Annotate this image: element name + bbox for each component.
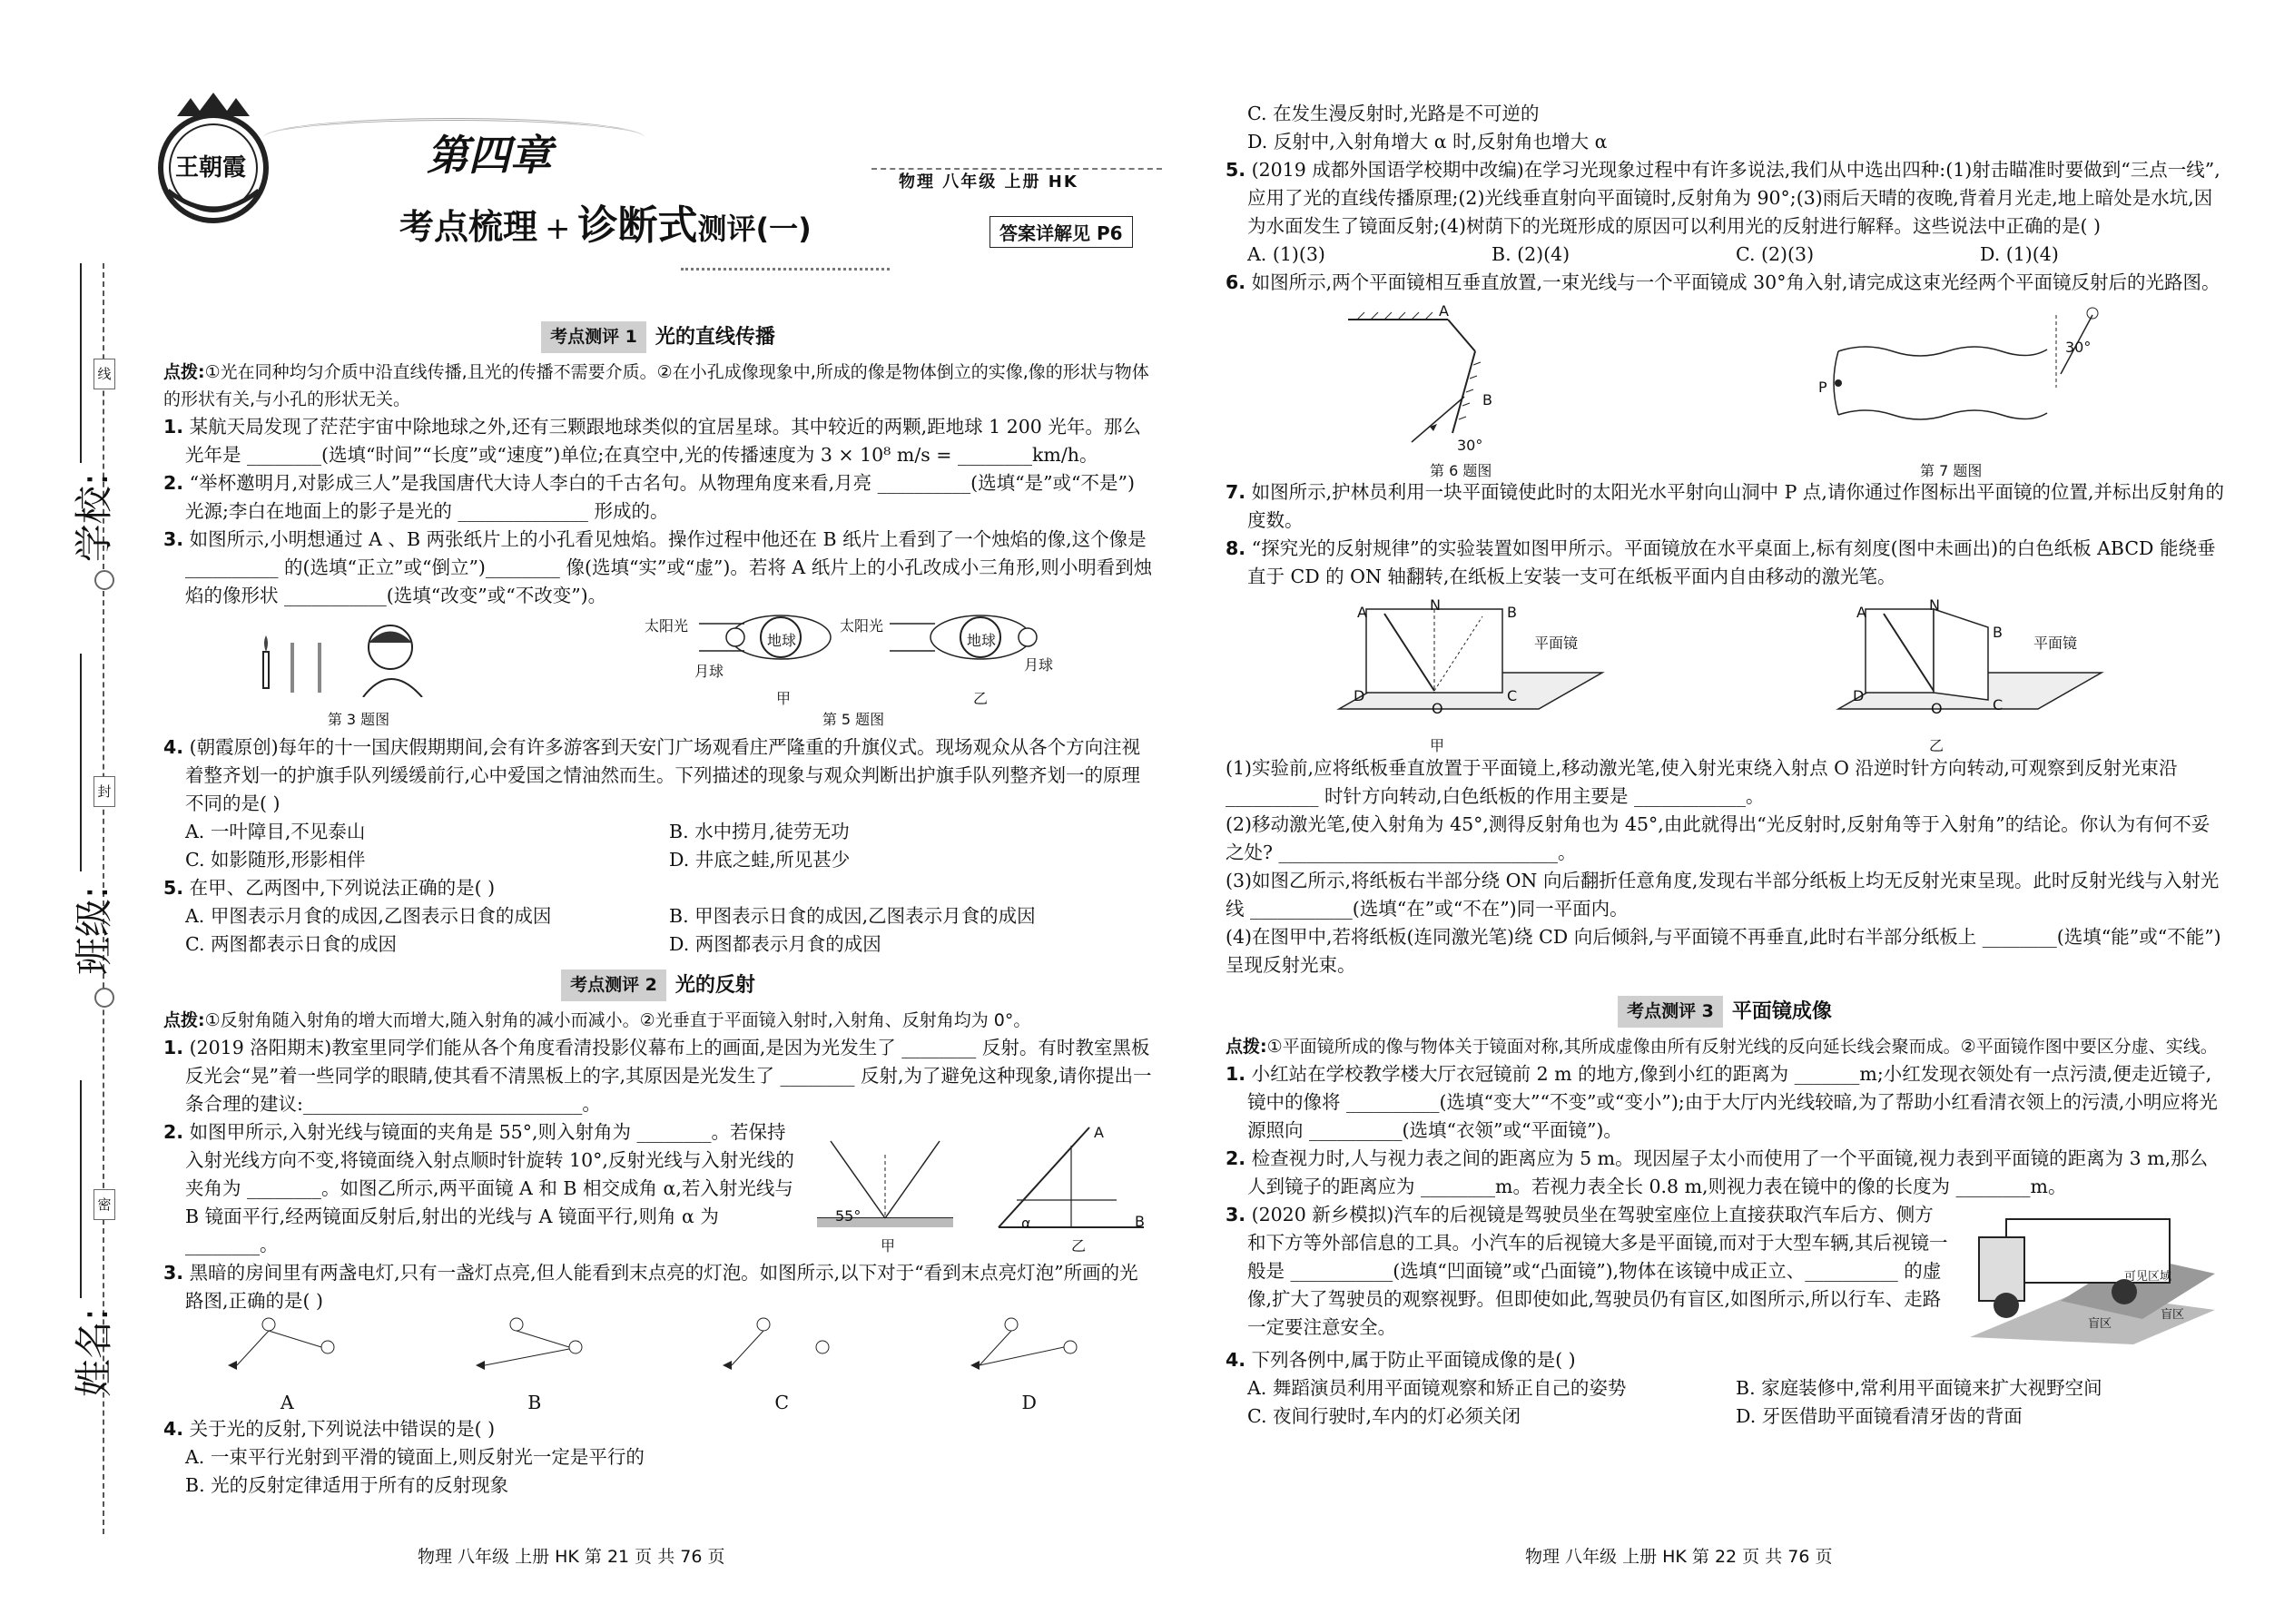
question-2-4-option-c[interactable]: C. 在发生漫反射时,光路是不可逆的 [1247, 103, 1540, 124]
fig5-earth-a: 地球 [767, 632, 797, 649]
option-b[interactable]: B. 家庭装修中,常利用平面镜来扩大视野空间 [1736, 1377, 2102, 1399]
figures-3-5 [163, 615, 1153, 733]
question-1-5 [163, 874, 1153, 902]
option-label: B [527, 1392, 542, 1413]
question-1-2 [163, 469, 1153, 526]
question-text: 某航天局发现了茫茫宇宙中除地球之外,还有三颗跟地球类似的宜居星球。其中较近的两颗,距地球 1 200 光年。那么光年是 ________(选填“时间”“长度”或“速度”)单位;在真空中,光的传播速度为 3 × 10⁸ m/s = ________km/h。 [185, 416, 1141, 466]
right-column [1226, 100, 2224, 1431]
option-label: C [774, 1392, 790, 1413]
name-blank[interactable] [80, 1080, 82, 1298]
name-label: 姓名: [72, 1307, 117, 1398]
left-column [163, 310, 1153, 1500]
question-text: 检查视力时,人与视力表之间的距离应为 5 m。现因屋子太小而使用了一个平面镜,视力表到平面镜的距离为 3 m,那么人到镜子的距离应为 ________m。若视力表全长 0.8 m,则视力表在镜中的像的长度为 ________m。 [1247, 1147, 2209, 1197]
option-c[interactable]: C. 如影随形,形影相伴 [185, 849, 366, 871]
fig22-angle: 55° [835, 1207, 861, 1225]
fig5-label-b: 乙 [973, 690, 989, 707]
subject-meta: 物理 八年级 上册 HK [899, 172, 1078, 192]
fig6-label-b: B [1482, 391, 1492, 408]
hint-label: 点拨: [163, 1010, 205, 1030]
option-b[interactable]: B. (2)(4) [1492, 243, 1570, 265]
class-label: 班级: [72, 885, 117, 976]
question-3-4-options [1226, 1374, 2224, 1431]
question-text: 黑暗的房间里有两盏电灯,只有一盏灯点亮,但人能看到末点亮的灯泡。如图所示,以下对于“看到末点亮灯泡”所画的光路图,正确的是( ) [185, 1262, 1138, 1312]
question-2-4-option-a[interactable]: A. 一束平行光射到平滑的镜面上,则反射光一定是平行的 [185, 1446, 645, 1468]
fig7-angle: 30° [2065, 339, 2092, 356]
footer-left: 物理 八年级 上册 HK 第 21 页 共 76 页 [418, 1547, 725, 1567]
question-2-4-option-d[interactable]: D. 反射中,入射角增大 α 时,反射角也增大 α [1247, 131, 1608, 153]
option-label: A [280, 1392, 294, 1413]
question-1-4 [163, 733, 1153, 818]
title-part-c: 测评(一) [697, 212, 812, 246]
question-1-3 [163, 526, 1153, 610]
fig8b-O: O [1931, 700, 1943, 717]
figure-5 [645, 601, 1062, 733]
option-a[interactable]: A. 一叶障目,不见泰山 [185, 821, 366, 842]
hint-3 [1226, 1033, 2224, 1060]
section-3-title: 平面镜成像 [1731, 1000, 1832, 1023]
hint-label: 点拨: [1226, 1037, 1267, 1057]
question-2-3 [163, 1259, 1153, 1315]
fig8a-B: B [1507, 604, 1517, 621]
figure-6 [1321, 297, 1593, 478]
question-number: 4. [1226, 1349, 1246, 1371]
truck-blind-1: 盲区 [2088, 1317, 2112, 1331]
fig7-point-p: P [1818, 379, 1827, 396]
fig6-caption: 第 6 题图 [1430, 462, 1492, 479]
fig8b-C: C [1993, 696, 2004, 714]
fig8b-mirror: 平面镜 [2033, 635, 2078, 652]
lamp-diagram-a [219, 1315, 355, 1381]
question-number: 2. [163, 1121, 184, 1143]
option-a[interactable] [163, 1315, 411, 1417]
question-text: 在甲、乙两图中,下列说法正确的是( ) [189, 877, 496, 899]
question-2-3-options [163, 1315, 1153, 1415]
question-number: 4. [163, 1418, 184, 1440]
option-d[interactable]: D. 牙医借助平面镜看清牙齿的背面 [1736, 1405, 2023, 1427]
option-b[interactable]: B. 水中捞月,徒劳无功 [669, 821, 850, 842]
seal-mark-secret: 密 [94, 1189, 115, 1220]
question-number: 1. [163, 1037, 184, 1058]
title-plus: + [545, 211, 571, 247]
question-number: 1. [163, 416, 184, 438]
option-a[interactable]: A. (1)(3) [1247, 243, 1325, 265]
question-1-4-options [163, 818, 1153, 874]
section-3-header [1226, 996, 2224, 1028]
question-2-1 [163, 1034, 1153, 1118]
footer-right: 物理 八年级 上册 HK 第 22 页 共 76 页 [1525, 1547, 1833, 1567]
option-b[interactable]: B. 甲图表示日食的成因,乙图表示月食的成因 [669, 905, 1036, 927]
question-text: “探究光的反射规律”的实验装置如图甲所示。平面镜放在水平桌面上,标有刻度(图中未画出)的白色纸板 ABCD 能绕垂直于 CD 的 ON 轴翻转,在纸板上安装一支可在纸板平面内自由移动的激光笔。 [1247, 537, 2216, 587]
hint-2 [163, 1007, 1153, 1034]
fig22-mirror-a: A [1094, 1124, 1104, 1141]
question-text: 小红站在学校教学楼大厅衣冠镜前 2 m 的地方,像到小红的距离为 _______m;小红发现衣领处有一点污渍,便走近镜子,镜中的像将 __________(选填“变大”“不变”或“变小”);由于大厅内光线较暗,为了帮助小红看清衣领上的污渍,小明应将光源照向 __________(选填“衣领”或“平面镜”)。 [1247, 1063, 2218, 1141]
option-b[interactable] [411, 1315, 659, 1417]
fig8b-A: A [1856, 604, 1866, 621]
figure-3-caption: 第 3 题图 [327, 711, 390, 728]
figure-7 [1784, 297, 2129, 478]
hint-text: ①平面镜所成的像与物体关于镜面对称,其所成虚像由所有反射光线的反向延长线会聚而成。②平面镜作图中要区分虚、实线。 [1266, 1037, 2218, 1057]
question-text: 如图甲所示,入射光线与镜面的夹角是 55°,则入射角为 ________。若保持入射光线方向不变,将镜面绕入射点顺时针旋转 10°,反射光线与入射光线的夹角为 ________。如图乙所示,两平面镜 A 和 B 相交成角 α,若入射光线与 B 镜面平行,经两镜面反射后,射出的光线与 A 镜面平行,则角 α 为 ________。 [185, 1121, 794, 1255]
lamp-diagram-b [467, 1315, 603, 1381]
option-a[interactable]: A. 舞蹈演员利用平面镜观察和矫正自己的姿势 [1247, 1377, 1627, 1399]
question-text: 如图所示,护林员利用一块平面镜使此时的太阳光水平射向山洞中 P 点,请你通过作图标出平面镜的位置,并标出反射角的度数。 [1247, 481, 2224, 531]
brand-logo [150, 91, 277, 227]
question-2-5 [1226, 156, 2224, 241]
question-text: “举杯邀明月,对影成三人”是我国唐代大诗人李白的千古名句。从物理角度来看,月亮 __________(选填“是”或“不是”)光源;李白在地面上的影子是光的 ______________ 形成的。 [185, 472, 1136, 522]
section-1-tag: 考点测评 1 [541, 321, 646, 353]
truck-figure [1952, 1201, 2224, 1346]
question-text: (2019 成都外国语学校期中改编)在学习光现象过程中有许多说法,我们从中选出四种:(1)射击瞄准时要做到“三点一线”,应用了光的直线传播原理;(2)光线垂直射向平面镜时,反射角为 90°;(3)雨后天晴的夜晚,背着月光走,地上暗处是水坑,因为水面发生了镜面反射;(4)树荫下的光斑形成的原因可以利用光的反射进行解释。这些说法中正确的是( ) [1247, 159, 2220, 237]
question-number: 8. [1226, 537, 1246, 559]
question-text: 如图所示,小明想通过 A 、B 两张纸片上的小孔看见烛焰。操作过程中他还在 B 纸片上看到了一个烛焰的像,这个像是 __________ 的(选填“正立”或“倒立”)________ 像(选填“实”或“虚”)。若将 A 纸片上的小孔改成小三角形,则小明看到烛焰的像形状 ___________(选填“改变”或“不改变”)。 [185, 528, 1153, 606]
fig8a-C: C [1507, 687, 1518, 704]
class-blank[interactable] [80, 654, 82, 871]
title-part-b: 诊断式 [577, 202, 698, 249]
option-d[interactable]: D. 两图都表示月食的成因 [669, 933, 881, 955]
figures-6-7 [1226, 297, 2224, 478]
binding-margin [0, 0, 136, 1624]
figure-3-drawing [254, 615, 463, 697]
fig7-caption: 第 7 题图 [1920, 462, 1983, 479]
question-number: 7. [1226, 481, 1246, 503]
question-text: (2019 洛阳期末)教室里同学们能从各个角度看清投影仪幕布上的画面,是因为光发生了 ________ 反射。有时教室黑板反光会“晃”着一些同学的眼睛,使其看不清黑板上的字,其原因是光发生了 ________ 反射,为了避免这种现象,请你提出一条合理的建议:______________________________。 [185, 1037, 1152, 1115]
option-d[interactable] [906, 1315, 1154, 1417]
fig8a-O: O [1432, 700, 1443, 717]
question-text: 如图所示,两个平面镜相互垂直放置,一束光线与一个平面镜成 30°角入射,请完成这束光经两个平面镜反射后的光路图。 [1251, 271, 2220, 293]
fig22-label-a: 甲 [881, 1237, 896, 1255]
hint-1 [163, 359, 1153, 413]
fig5-sun-a: 太阳光 [645, 617, 689, 635]
fig8a-mirror: 平面镜 [1534, 635, 1579, 652]
question-number: 2. [1226, 1147, 1246, 1169]
fig22-label-b: 乙 [1071, 1237, 1087, 1255]
question-2-7 [1226, 478, 2224, 535]
fig8b-label: 乙 [1929, 737, 1944, 754]
question-1-1 [163, 413, 1153, 469]
fig5-label-a: 甲 [776, 690, 792, 707]
question-2-8-part-1: (1)实验前,应将纸板垂直放置于平面镜上,移动激光笔,使入射光束绕入射点 O 沿逆时针方向转动,可观察到反射光束沿 __________ 时针方向转动,白色纸板的作用主要是 ____________。 [1226, 757, 2178, 807]
question-3-1 [1226, 1060, 2224, 1145]
option-a[interactable]: A. 甲图表示月食的成因,乙图表示日食的成因 [185, 905, 552, 927]
hint-label: 点拨: [163, 362, 205, 382]
fig8b-D: D [1853, 687, 1865, 704]
fig5-moon-b: 月球 [1024, 656, 1054, 674]
question-number: 5. [1226, 159, 1246, 181]
fig5-sun-b: 太阳光 [840, 617, 884, 635]
question-text: 下列各例中,属于防止平面镜成像的是( ) [1251, 1349, 1576, 1371]
fig8a-D: D [1354, 687, 1365, 704]
lamp-diagram-d [961, 1315, 1098, 1381]
fig22-mirror-b: B [1135, 1213, 1145, 1230]
fig8a-label: 甲 [1430, 737, 1445, 754]
hint-text: ①光在同种均匀介质中沿直线传播,且光的传播不需要介质。②在小孔成像现象中,所成的像是物体倒立的实像,像的形状与物体的形状有关,与小孔的形状无关。 [163, 362, 1149, 409]
figure-7-drawing [1784, 297, 2129, 451]
figure-6-drawing [1321, 297, 1593, 451]
option-c[interactable]: C. 两图都表示日食的成因 [185, 933, 397, 955]
option-d[interactable]: D. (1)(4) [1980, 243, 2059, 265]
binding-hole [94, 570, 114, 590]
header-dots [681, 268, 890, 271]
fig8a-A: A [1357, 604, 1367, 621]
answer-ref: 答案详解见 P6 [989, 216, 1133, 248]
question-number: 3. [1226, 1204, 1246, 1225]
section-1-title: 光的直线传播 [655, 326, 775, 349]
question-2-6 [1226, 269, 2224, 297]
figure-8-a-drawing [1330, 591, 1620, 727]
hint-text: ①反射角随入射角的增大而增大,随入射角的减小而减小。②光垂直于平面镜入射时,入射角、反射角均为 0°。 [204, 1010, 1031, 1030]
page-title [399, 192, 812, 251]
section-2-title: 光的反射 [674, 974, 755, 997]
question-1-5-options [163, 902, 1153, 959]
question-2-8 [1226, 535, 2224, 591]
fig8a-N: N [1430, 596, 1441, 614]
question-number: 5. [163, 877, 184, 899]
question-text: 关于光的反射,下列说法中错误的是( ) [189, 1418, 496, 1440]
question-text: (朝霞原创)每年的十一国庆假期期间,会有许多游客到天安门广场观看庄严隆重的升旗仪式。现场观众从各个方向注视着整齐划一的护旗手队列缓缓前行,心中爱国之情油然而生。下列描述的现象与观众判断出护旗手队列整齐划一的原理不同的是( ) [185, 736, 1141, 814]
question-2-8-part-4: (4)在图甲中,若将纸板(连同激光笔)绕 CD 向后倾斜,与平面镜不再垂直,此时右半部分纸板上 ________(选填“能”或“不能”)呈现反射光束。 [1226, 926, 2221, 976]
seal-mark-seal: 封 [94, 776, 115, 807]
question-number: 3. [163, 528, 184, 550]
school-label: 学校: [72, 472, 117, 563]
truck-blind-2: 盲区 [2161, 1308, 2185, 1322]
question-2-8-part-3: (3)如图乙所示,将纸板右半部分绕 ON 向后翻折任意角度,发现右半部分纸板上均无反射光束呈现。此时反射光线与入射光线 ___________(选填“在”或“不在”)同一平面内。 [1226, 870, 2220, 920]
figure-8-b-drawing [1829, 591, 2120, 727]
lamp-diagram-c [714, 1315, 850, 1381]
question-2-8-part-2: (2)移动激光笔,使入射角为 45°,测得反射角也为 45°,由此就得出“光反射时,反射角等于入射角”的结论。你认为有何不妥之处? ______________________________。 [1226, 813, 2210, 863]
option-c[interactable]: C. 夜间行驶时,车内的灯必须关闭 [1247, 1405, 1521, 1427]
option-d[interactable]: D. 井底之蛙,所见甚少 [669, 849, 851, 871]
question-number: 2. [163, 472, 184, 494]
fig22-alpha: α [1021, 1215, 1031, 1232]
school-blank[interactable] [80, 263, 82, 463]
section-2-tag: 考点测评 2 [561, 969, 666, 1001]
figure-8-b [1829, 591, 2120, 754]
section-2-header [163, 969, 1153, 1001]
fig8b-N: N [1929, 596, 1940, 614]
question-number: 6. [1226, 271, 1246, 293]
figure-5-caption: 第 5 题图 [822, 711, 885, 728]
question-3-2 [1226, 1145, 2224, 1201]
chapter-title: 第四章 [427, 131, 552, 180]
figure-3 [254, 615, 463, 733]
figure-8 [1226, 591, 2224, 754]
question-2-5-options [1226, 241, 2224, 269]
fig8b-B: B [1993, 624, 2003, 641]
option-c[interactable] [658, 1315, 906, 1417]
fig6-label-a: A [1439, 302, 1449, 320]
truck-visible-area: 可见区域 [2124, 1270, 2172, 1284]
logo-text: 王朝霞 [175, 154, 247, 182]
question-3-3-block [1226, 1201, 2224, 1346]
title-part-a: 考点梳理 [399, 207, 538, 247]
question-3-4 [1226, 1346, 2224, 1374]
option-c[interactable]: C. (2)(3) [1736, 243, 1815, 265]
question-number: 1. [1226, 1063, 1246, 1085]
question-2-2-block [163, 1118, 1153, 1259]
figure-8-a [1330, 591, 1620, 754]
option-label: D [1021, 1392, 1037, 1413]
question-number: 3. [163, 1262, 184, 1284]
question-number: 4. [163, 736, 184, 758]
question-2-4-option-b[interactable]: B. 光的反射定律适用于所有的反射现象 [185, 1474, 509, 1496]
section-1-header [163, 321, 1153, 353]
question-text: (2020 新乡模拟)汽车的后视镜是驾驶员坐在驾驶室座位上直接获取汽车后方、侧方和下方等外部信息的工具。小汽车的后视镜大多是平面镜,而对于大型车辆,其后视镜一般是 ___________(选填“凹面镜”或“凸面镜”),物体在该镜中成正立、__________ 的虚像,扩大了驾驶员的观察视野。但即使如此,驾驶员仍有盲区,如图所示,所以行车、走路一定要注意安全。 [1247, 1204, 1948, 1338]
fig6-angle: 30° [1457, 437, 1483, 454]
question-2-2 [163, 1118, 799, 1259]
binding-hole [94, 988, 114, 1008]
figure-2-2 [799, 1118, 1153, 1255]
section-3-tag: 考点测评 3 [1618, 996, 1723, 1028]
fig5-earth-b: 地球 [967, 632, 997, 649]
question-3-3 [1226, 1201, 1952, 1346]
question-2-4 [163, 1415, 1153, 1443]
seal-mark-line: 线 [94, 359, 115, 389]
fig5-moon-a: 月球 [694, 663, 724, 680]
